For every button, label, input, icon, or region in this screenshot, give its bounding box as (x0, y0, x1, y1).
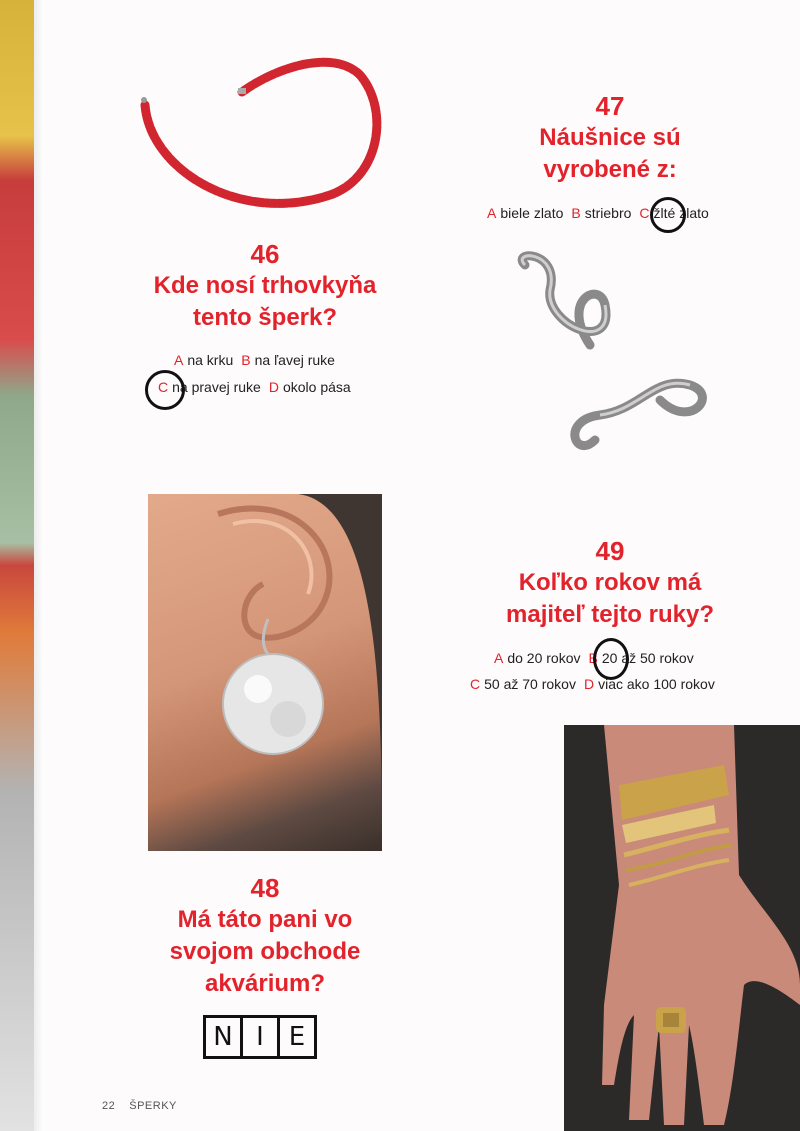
answer-mark-circle (650, 197, 686, 233)
answer-option[interactable]: A biele zlato (487, 205, 564, 221)
handwritten-letter: I (243, 1018, 280, 1056)
hand-photo (564, 725, 800, 1131)
page-footer (102, 1100, 191, 1112)
question-title-line: akvárium? (204, 970, 326, 997)
answer-option[interactable]: C žlté zlato (639, 205, 709, 221)
answer-option[interactable]: A na krku (174, 352, 234, 368)
question-title-line: Má táto pani vo (177, 906, 353, 933)
answer-mark-circle (593, 638, 629, 680)
answer-option[interactable]: D okolo pása (268, 379, 351, 395)
earring-illustration (148, 494, 382, 851)
question-number: 48 (250, 873, 280, 903)
answers-49-row2 (470, 676, 723, 692)
page-number: 22 (102, 1100, 116, 1112)
question-title-line: svojom obchode (169, 938, 361, 965)
section-name: ŠPERKY (129, 1100, 177, 1112)
question-title-line: Koľko rokov má (518, 569, 702, 596)
answer-option[interactable]: D viac ako 100 rokov (583, 676, 715, 692)
answer-option[interactable]: B 20 až 50 rokov (588, 650, 694, 666)
question-title-line: majiteľ tejto ruky? (506, 601, 714, 628)
question-title-line: vyrobené z: (543, 156, 677, 183)
answers-46-row2 (158, 379, 359, 395)
handwritten-letter: E (288, 1022, 306, 1052)
hand-with-bracelets-illustration (564, 725, 800, 1131)
question-number: 47 (595, 91, 625, 121)
silver-earrings-image (505, 245, 725, 465)
question-49 (460, 535, 760, 631)
answer-option[interactable]: B na ľavej ruke (241, 352, 335, 368)
page-spine (0, 0, 44, 1131)
handwritten-letter: N (206, 1018, 243, 1056)
answer-option[interactable]: C 50 až 70 rokov (470, 676, 576, 692)
question-number: 49 (595, 536, 625, 566)
question-title-line: Kde nosí trhovkyňa (153, 272, 377, 299)
answer-option[interactable]: A do 20 rokov (494, 650, 581, 666)
ear-photo (148, 494, 382, 851)
question-number: 46 (250, 239, 280, 269)
question-46 (120, 238, 410, 334)
question-title-line: Náušnice sú (539, 124, 681, 151)
answer-option[interactable]: C na pravej ruke (158, 379, 261, 395)
answers-46-row1 (174, 352, 343, 368)
red-necklace-image (130, 50, 390, 220)
question-48 (120, 872, 410, 1000)
handwritten-answer-boxes[interactable] (203, 1015, 317, 1059)
answer-mark-circle (145, 370, 185, 410)
question-title-line: tento šperk? (192, 304, 338, 331)
answer-option[interactable]: B striebro (571, 205, 632, 221)
question-47 (460, 90, 760, 186)
